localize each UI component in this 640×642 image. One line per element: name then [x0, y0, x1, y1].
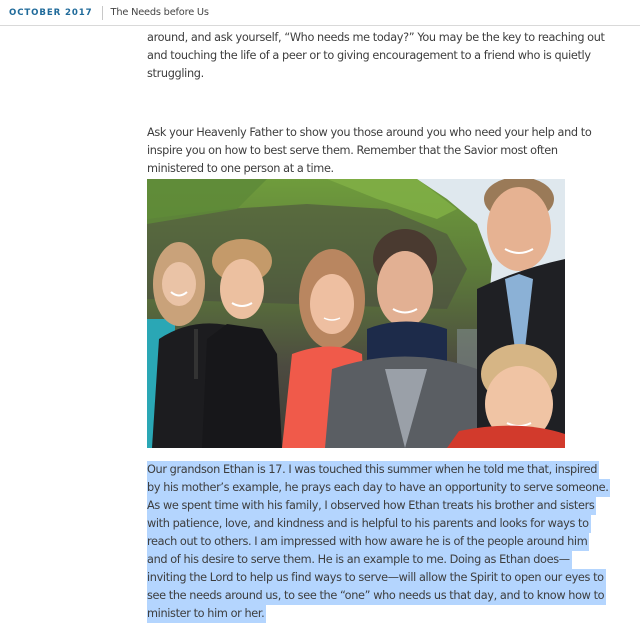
- selected-text[interactable]: inviting the Lord to help us find ways to serve—will allow the Spirit to open our eyes to: [147, 569, 606, 587]
- selected-text[interactable]: minister to him or her.: [147, 605, 266, 623]
- selected-text[interactable]: see the needs around us, to see the “one” who needs us that day, and to know how to: [147, 587, 606, 605]
- family-photo-image: [147, 179, 565, 448]
- text-line: [147, 479, 617, 497]
- text-line: ministered to one person at a time.: [147, 162, 334, 175]
- text-line: [147, 533, 617, 551]
- selected-text[interactable]: with patience, love, and kindness and is helpful to his parents and looks for ways to: [147, 515, 591, 533]
- paragraph-2: [147, 124, 617, 178]
- text-line: [147, 515, 617, 533]
- issue-label[interactable]: OCTOBER 2017: [9, 7, 93, 18]
- article-title: The Needs before Us: [110, 7, 209, 18]
- selected-text[interactable]: reach out to others. I am impressed with how aware he is of the people around him: [147, 533, 589, 551]
- text-line: [147, 587, 617, 605]
- text-line: [147, 605, 617, 623]
- selected-text[interactable]: Our grandson Ethan is 17. I was touched this summer when he told me that, inspired: [147, 461, 599, 479]
- header-divider: [102, 6, 103, 20]
- selected-text[interactable]: As we spent time with his family, I observed how Ethan treats his brother and sisters: [147, 497, 596, 515]
- sticky-header: [0, 0, 640, 26]
- text-line: [147, 551, 617, 569]
- text-line: and touching the life of a peer or to giving encouragement to a friend who is quietly: [147, 49, 591, 62]
- text-line: struggling.: [147, 67, 204, 80]
- text-line: [147, 497, 617, 515]
- text-line: inspire you on how to best serve them. Remember that the Savior most often: [147, 144, 558, 157]
- text-line: around, and ask yourself, “Who needs me today?” You may be the key to reaching out: [147, 31, 605, 44]
- text-line: [147, 569, 617, 587]
- family-photo: [147, 179, 565, 448]
- text-line: Ask your Heavenly Father to show you those around you who need your help and to: [147, 126, 592, 139]
- text-line: [147, 461, 617, 479]
- selected-text[interactable]: and of his desire to serve them. He is an example to me. Doing as Ethan does—: [147, 551, 572, 569]
- selected-text[interactable]: by his mother’s example, he prays each day to have an opportunity to serve someone.: [147, 479, 610, 497]
- paragraph-3-selected[interactable]: [147, 461, 617, 623]
